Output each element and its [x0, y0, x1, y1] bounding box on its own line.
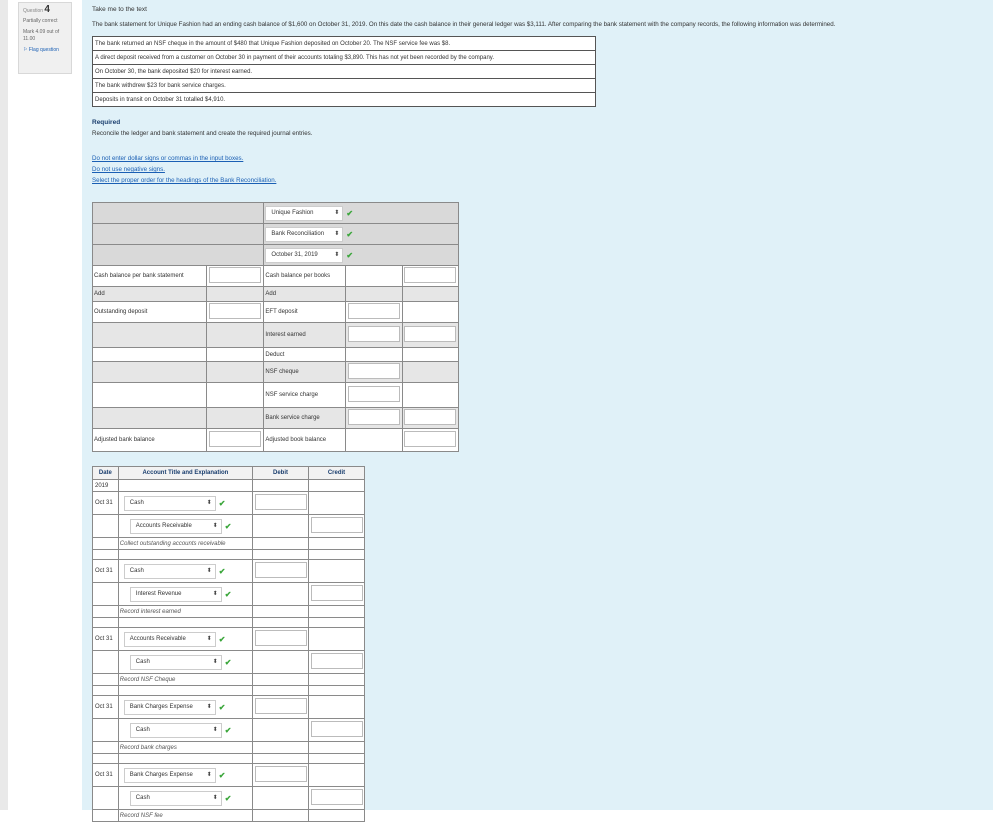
deduct-total-input[interactable] [404, 409, 456, 425]
nsf-cheque-input[interactable] [348, 363, 400, 379]
add-total-input[interactable] [404, 326, 456, 342]
credit-account-select[interactable]: Interest Revenue ⬍ [130, 587, 222, 602]
journal-row [93, 810, 365, 822]
entry-date: Oct 31 [93, 696, 119, 719]
journal-row [93, 764, 365, 787]
outstanding-deposit-input[interactable] [209, 303, 261, 319]
entry-date: Oct 31 [93, 492, 119, 515]
entry-date: Oct 31 [93, 764, 119, 787]
label-bank-balance: Cash balance per bank statement [93, 266, 207, 287]
label-book-balance: Cash balance per books [264, 266, 346, 287]
label-adjusted-book-balance: Adjusted book balance [264, 429, 346, 452]
credit-account-select[interactable]: Cash ⬍ [130, 723, 222, 738]
debit-amount-input[interactable] [255, 630, 307, 646]
fact-cell: On October 30, the bank deposited $20 for interest earned. [93, 65, 596, 79]
fact-cell: The bank withdrew $23 for bank service charges. [93, 79, 596, 93]
label-bank-service-charge: Bank service charge [264, 408, 346, 429]
entry-date: Oct 31 [93, 628, 119, 651]
updown-icon: ⬍ [206, 499, 212, 506]
recon-header-company-select[interactable]: Unique Fashion ⬍ [265, 206, 343, 221]
updown-icon: ⬍ [334, 209, 340, 216]
updown-icon: ⬍ [212, 590, 218, 597]
recon-header-title-select[interactable]: Bank Reconciliation ⬍ [265, 227, 343, 242]
debit-account-select[interactable]: Bank Charges Expense ⬍ [124, 768, 216, 783]
journal-row [93, 538, 365, 550]
label-eft-deposit: EFT deposit [264, 302, 346, 323]
credit-account-select[interactable]: Accounts Receivable ⬍ [130, 519, 222, 534]
table-row [93, 79, 596, 93]
facts-table [92, 36, 596, 107]
journal-row [93, 651, 365, 674]
table-row [93, 37, 596, 51]
updown-icon: ⬍ [212, 658, 218, 665]
fact-cell: Deposits in transit on October 31 totalled $4,910. [93, 93, 596, 107]
check-icon: ✔ [224, 793, 232, 803]
credit-amount-input[interactable] [311, 653, 363, 669]
updown-icon: ⬍ [206, 703, 212, 710]
left-gutter [0, 0, 8, 810]
check-icon: ✔ [346, 208, 354, 218]
check-icon: ✔ [224, 521, 232, 531]
flag-question-link[interactable]: ⚐ Flag question [23, 47, 59, 53]
label-outstanding-deposit: Outstanding deposit [93, 302, 207, 323]
label-add-right: Add [264, 287, 346, 302]
journal-header-debit: Debit [253, 467, 309, 480]
journal-row [93, 560, 365, 583]
fact-cell: The bank returned an NSF cheque in the amount of $480 that Unique Fashion deposited on October 20. The NSF service fee was $8. [93, 37, 596, 51]
journal-row [93, 719, 365, 742]
nsf-service-charge-input[interactable] [348, 386, 400, 402]
check-icon: ✔ [346, 250, 354, 260]
interest-earned-input[interactable] [348, 326, 400, 342]
journal-table [92, 466, 365, 822]
check-icon: ✔ [224, 725, 232, 735]
problem-intro: The bank statement for Unique Fashion had an ending cash balance of $1,600 on October 31, 2019. On this date the cash balance in their general ledger was $3,111. After comparing the bank statement with the company records, the following information was determined. [92, 21, 836, 28]
bank-reconciliation-table [92, 202, 459, 452]
label-interest-earned: Interest earned [264, 323, 346, 348]
updown-icon: ⬍ [212, 726, 218, 733]
check-icon: ✔ [346, 229, 354, 239]
journal-row [93, 628, 365, 651]
updown-icon: ⬍ [206, 635, 212, 642]
journal-row [93, 606, 365, 618]
label-nsf-cheque: NSF cheque [264, 362, 346, 383]
journal-header-account: Account Title and Explanation [118, 467, 252, 480]
required-heading: Required [92, 119, 121, 126]
journal-row [93, 696, 365, 719]
journal-row [93, 515, 365, 538]
updown-icon: ⬍ [206, 567, 212, 574]
label-adjusted-bank-balance: Adjusted bank balance [93, 429, 207, 452]
check-icon: ✔ [218, 770, 226, 780]
entry-explanation: Collect outstanding accounts receivable [118, 538, 252, 550]
table-row [93, 51, 596, 65]
debit-amount-input[interactable] [255, 766, 307, 782]
credit-amount-input[interactable] [311, 789, 363, 805]
note-no-negative: Do not use negative signs. [92, 166, 165, 173]
credit-amount-input[interactable] [311, 517, 363, 533]
journal-header-credit: Credit [309, 467, 365, 480]
updown-icon: ⬍ [212, 794, 218, 801]
debit-amount-input[interactable] [255, 494, 307, 510]
required-text: Reconcile the ledger and bank statement and create the required journal entries. [92, 130, 313, 137]
bank-service-charge-input[interactable] [348, 409, 400, 425]
question-info [18, 2, 72, 74]
adjusted-bank-balance-input[interactable] [209, 431, 261, 447]
updown-icon: ⬍ [212, 522, 218, 529]
note-no-dollar: Do not enter dollar signs or commas in the input boxes. [92, 155, 244, 162]
debit-amount-input[interactable] [255, 698, 307, 714]
take-me-to-text-link[interactable]: Take me to the text [92, 6, 147, 13]
entry-explanation: Record bank charges [118, 742, 252, 754]
label-add-left: Add [93, 287, 207, 302]
check-icon: ✔ [224, 589, 232, 599]
table-row [93, 65, 596, 79]
question-number: Question 4 [23, 4, 50, 15]
check-icon: ✔ [224, 657, 232, 667]
debit-account-select[interactable]: Cash ⬍ [124, 564, 216, 579]
entry-date: Oct 31 [93, 560, 119, 583]
updown-icon: ⬍ [334, 251, 340, 258]
question-status: Partially correct [23, 18, 58, 24]
entry-explanation: Record interest earned [118, 606, 252, 618]
check-icon: ✔ [218, 634, 226, 644]
fact-cell: A direct deposit received from a customer on October 30 in payment of their accounts totaling $3,890. This has not yet been recorded by the company. [93, 51, 596, 65]
credit-account-select[interactable]: Cash ⬍ [130, 791, 222, 806]
entry-explanation: Record NSF fee [118, 810, 252, 822]
credit-amount-input[interactable] [311, 721, 363, 737]
journal-row [93, 742, 365, 754]
recon-header-date-select[interactable]: October 31, 2019 ⬍ [265, 248, 343, 263]
journal-row [93, 583, 365, 606]
journal-row [93, 674, 365, 686]
journal-row [93, 787, 365, 810]
entry-explanation: Record NSF Cheque [118, 674, 252, 686]
updown-icon: ⬍ [206, 771, 212, 778]
journal-year: 2019 [93, 480, 119, 492]
updown-icon: ⬍ [334, 230, 340, 237]
eft-deposit-input[interactable] [348, 303, 400, 319]
journal-row [93, 492, 365, 515]
check-icon: ✔ [218, 702, 226, 712]
debit-amount-input[interactable] [255, 562, 307, 578]
table-row [93, 93, 596, 107]
debit-account-select[interactable]: Accounts Receivable ⬍ [124, 632, 216, 647]
note-order-headings: Select the proper order for the headings of the Bank Reconciliation. [92, 177, 277, 184]
book-balance-input[interactable] [404, 267, 456, 283]
debit-account-select[interactable]: Bank Charges Expense ⬍ [124, 700, 216, 715]
check-icon: ✔ [218, 498, 226, 508]
flag-icon: ⚐ [23, 47, 28, 53]
journal-header-date: Date [93, 467, 119, 480]
credit-amount-input[interactable] [311, 585, 363, 601]
question-mark: Mark 4.09 out of 11.00 [23, 29, 60, 42]
debit-account-select[interactable]: Cash ⬍ [124, 496, 216, 511]
label-deduct: Deduct [264, 348, 346, 362]
credit-account-select[interactable]: Cash ⬍ [130, 655, 222, 670]
adjusted-book-balance-input[interactable] [404, 431, 456, 447]
bank-balance-input[interactable] [209, 267, 261, 283]
label-nsf-service-charge: NSF service charge [264, 383, 346, 408]
check-icon: ✔ [218, 566, 226, 576]
